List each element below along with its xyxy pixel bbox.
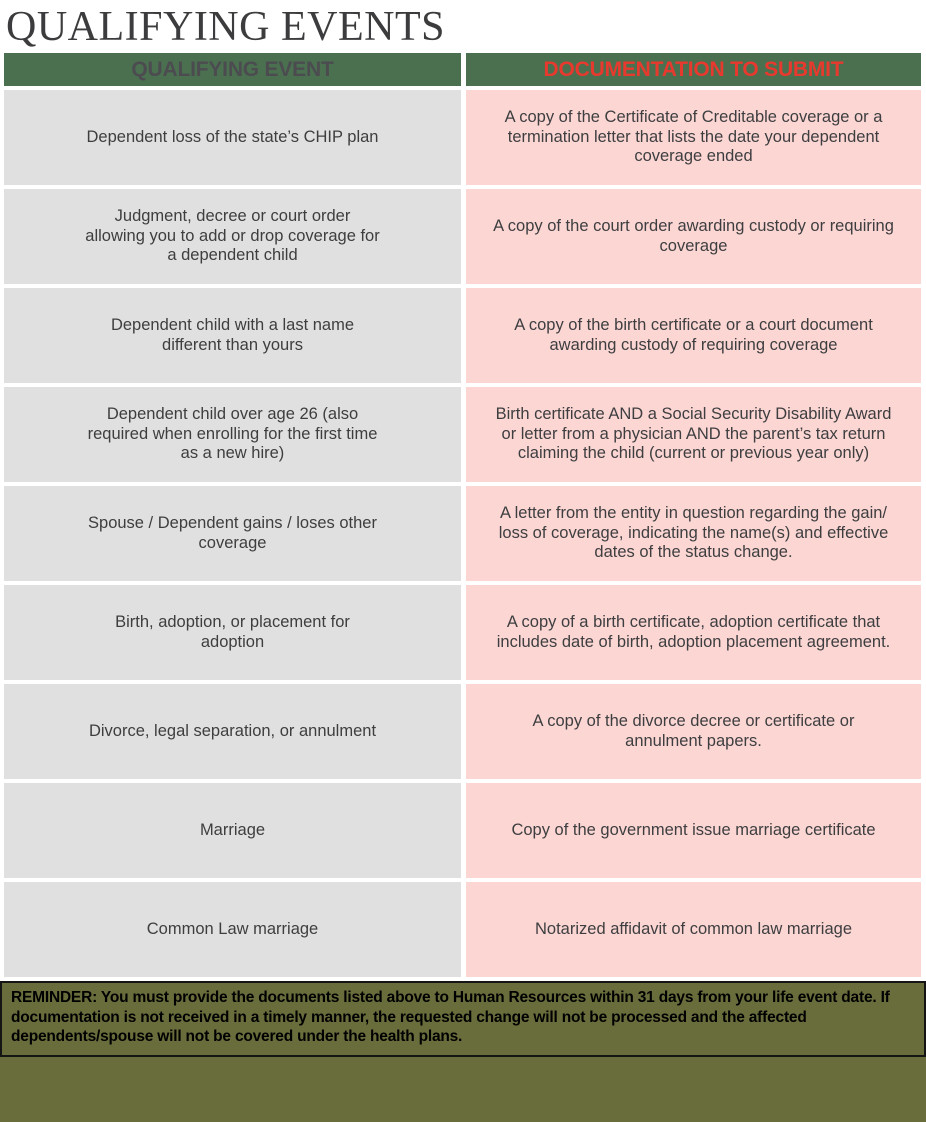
documentation-cell: Notarized affidavit of common law marriage xyxy=(466,882,921,977)
event-cell: Birth, adoption, or placement for adoption xyxy=(4,585,461,680)
title-area xyxy=(0,0,926,53)
documentation-cell: A copy of a birth certificate, adoption certificate that includes date of birth, adoption placement agreement. xyxy=(466,585,921,680)
reminder-text: REMINDER: You must provide the documents listed above to Human Resources within 31 days from your life event date. If documentation is not received in a timely manner, the requested change will not be processed and the affected dependents/spouse will not be covered under the health plans. xyxy=(11,989,890,1045)
event-cell: Spouse / Dependent gains / loses other coverage xyxy=(4,486,461,581)
documentation-cell: Copy of the government issue marriage certificate xyxy=(466,783,921,878)
documentation-cell: A copy of the birth certificate or a court document awarding custody of requiring coverage xyxy=(466,288,921,383)
event-cell: Dependent loss of the state’s CHIP plan xyxy=(4,90,461,185)
documentation-cell: Birth certificate AND a Social Security Disability Award or letter from a physician AND the parent’s tax return claiming the child (current or previous year only) xyxy=(466,387,921,482)
reminder-section xyxy=(0,981,926,1122)
event-cell: Marriage xyxy=(4,783,461,878)
documentation-cell: A letter from the entity in question regarding the gain/ loss of coverage, indicating the name(s) and effective dates of the status change. xyxy=(466,486,921,581)
documentation-cell: A copy of the Certificate of Creditable coverage or a termination letter that lists the date your dependent coverage ended xyxy=(466,90,921,185)
qualifying-events-table xyxy=(4,53,921,977)
documentation-cell: A copy of the court order awarding custody or requiring coverage xyxy=(466,189,921,284)
bottom-strip xyxy=(0,1057,926,1122)
column-header-qualifying-event: QUALIFYING EVENT xyxy=(4,53,461,86)
documentation-cell: A copy of the divorce decree or certificate or annulment papers. xyxy=(466,684,921,779)
reminder-banner xyxy=(0,981,926,1057)
event-cell: Common Law marriage xyxy=(4,882,461,977)
page-title: QUALIFYING EVENTS xyxy=(6,4,445,50)
event-cell: Judgment, decree or court order allowing you to add or drop coverage for a dependent child xyxy=(4,189,461,284)
event-cell: Dependent child with a last name different than yours xyxy=(4,288,461,383)
event-cell: Dependent child over age 26 (also required when enrolling for the first time as a new hire) xyxy=(4,387,461,482)
event-cell: Divorce, legal separation, or annulment xyxy=(4,684,461,779)
column-header-documentation-to-submit: DOCUMENTATION TO SUBMIT xyxy=(466,53,921,86)
